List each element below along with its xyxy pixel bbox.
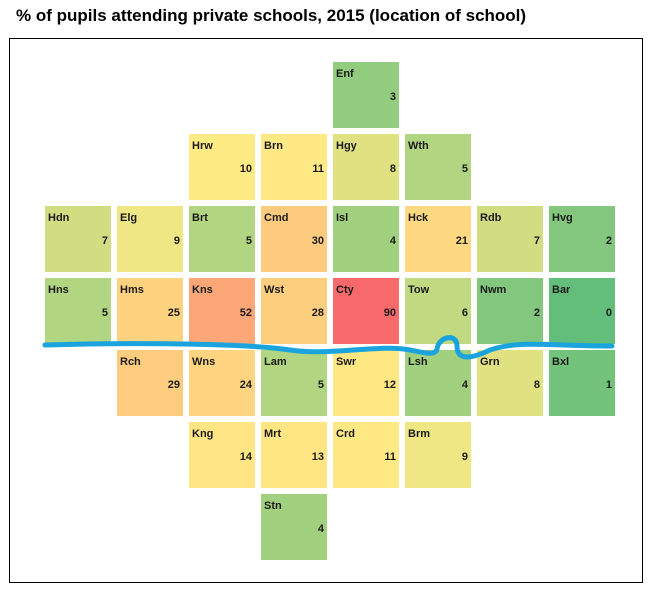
tile-value-label: 25	[167, 307, 180, 319]
tile-code-label: Brt	[192, 212, 208, 224]
tile-value-label: 11	[312, 163, 324, 175]
tile-rdb	[477, 206, 543, 272]
tile-rch	[117, 350, 183, 416]
tile-code-label: Kng	[192, 428, 214, 440]
tile-enf	[333, 62, 399, 128]
tile-value-label: 29	[167, 379, 180, 391]
tile-value-label: 28	[311, 307, 324, 319]
tile-value-label: 5	[317, 379, 324, 391]
tile-code-label: Bar	[552, 284, 571, 296]
tile-value-label: 8	[533, 379, 540, 391]
tile-hrw	[189, 134, 255, 200]
tile-code-label: Cty	[336, 284, 354, 296]
tile-value-label: 4	[389, 235, 396, 247]
tile-value-label: 2	[605, 235, 612, 247]
tile-grn	[477, 350, 543, 416]
tile-lam	[261, 350, 327, 416]
tile-code-label: Hvg	[552, 212, 573, 224]
tile-value-label: 2	[533, 307, 540, 319]
tile-bar	[549, 278, 615, 344]
tile-code-label: Hms	[120, 284, 144, 296]
tile-wth	[405, 134, 471, 200]
tile-hdn	[45, 206, 111, 272]
tile-value-label: 14	[239, 451, 252, 463]
tile-elg	[117, 206, 183, 272]
tile-code-label: Hck	[408, 212, 429, 224]
tile-hns	[45, 278, 111, 344]
tile-code-label: Hns	[48, 284, 69, 296]
tile-code-label: Cmd	[264, 212, 289, 224]
tile-value-label: 90	[383, 307, 396, 319]
tile-hck	[405, 206, 471, 272]
tile-value-label: 13	[311, 451, 324, 463]
tile-value-label: 9	[461, 451, 468, 463]
tile-code-label: Rdb	[480, 212, 502, 224]
tile-code-label: Hrw	[192, 140, 213, 152]
tile-value-label: 5	[245, 235, 252, 247]
tile-crd	[333, 422, 399, 488]
tile-value-label: 11	[384, 451, 396, 463]
chart-title: % of pupils attending private schools, 2015 (location of school)	[16, 6, 527, 25]
tile-code-label: Rch	[120, 356, 141, 368]
tile-value-label: 10	[239, 163, 252, 175]
tile-kns	[189, 278, 255, 344]
tile-tow	[405, 278, 471, 344]
tile-code-label: Swr	[336, 356, 357, 368]
tile-value-label: 5	[461, 163, 468, 175]
tile-code-label: Crd	[336, 428, 355, 440]
tile-value-label: 0	[605, 307, 612, 319]
tile-cty	[333, 278, 399, 344]
tile-value-label: 8	[389, 163, 396, 175]
tile-code-label: Stn	[264, 500, 282, 512]
tile-value-label: 5	[101, 307, 108, 319]
tile-value-label: 4	[461, 379, 468, 391]
tile-lsh	[405, 350, 471, 416]
tile-value-label: 3	[389, 91, 396, 103]
tile-code-label: Enf	[336, 68, 354, 80]
tile-cmd	[261, 206, 327, 272]
tile-value-label: 21	[455, 235, 468, 247]
tile-value-label: 7	[533, 235, 540, 247]
tile-code-label: Hdn	[48, 212, 70, 224]
tile-value-label: 9	[173, 235, 180, 247]
tiles-layer	[45, 62, 615, 560]
tile-code-label: Wns	[192, 356, 216, 368]
tile-swr	[333, 350, 399, 416]
tile-code-label: Grn	[480, 356, 500, 368]
tile-value-label: 4	[317, 523, 324, 535]
tile-code-label: Tow	[408, 284, 430, 296]
tile-nwm	[477, 278, 543, 344]
tile-value-label: 12	[383, 379, 396, 391]
tile-isl	[333, 206, 399, 272]
tile-code-label: Wst	[264, 284, 285, 296]
tile-code-label: Kns	[192, 284, 213, 296]
tile-code-label: Brm	[408, 428, 431, 440]
tile-code-label: Mrt	[264, 428, 282, 440]
tile-hvg	[549, 206, 615, 272]
tile-brn	[261, 134, 327, 200]
tile-bxl	[549, 350, 615, 416]
tile-code-label: Brn	[264, 140, 283, 152]
tile-value-label: 7	[101, 235, 108, 247]
tile-code-label: Wth	[408, 140, 429, 152]
tile-code-label: Isl	[336, 212, 349, 224]
tile-mrt	[261, 422, 327, 488]
tile-brm	[405, 422, 471, 488]
tile-code-label: Hgy	[336, 140, 357, 152]
tile-brt	[189, 206, 255, 272]
tile-hms	[117, 278, 183, 344]
tile-hgy	[333, 134, 399, 200]
tile-value-label: 52	[239, 307, 252, 319]
tile-wst	[261, 278, 327, 344]
tile-code-label: Lam	[264, 356, 287, 368]
tile-value-label: 6	[461, 307, 468, 319]
tile-code-label: Nwm	[480, 284, 507, 296]
tile-kng	[189, 422, 255, 488]
tile-value-label: 24	[239, 379, 252, 391]
tile-code-label: Bxl	[552, 356, 570, 368]
tile-value-label: 1	[605, 379, 612, 391]
tile-code-label: Elg	[120, 212, 138, 224]
tile-stn	[261, 494, 327, 560]
tile-code-label: Lsh	[408, 356, 428, 368]
tile-value-label: 30	[311, 235, 324, 247]
tile-wns	[189, 350, 255, 416]
